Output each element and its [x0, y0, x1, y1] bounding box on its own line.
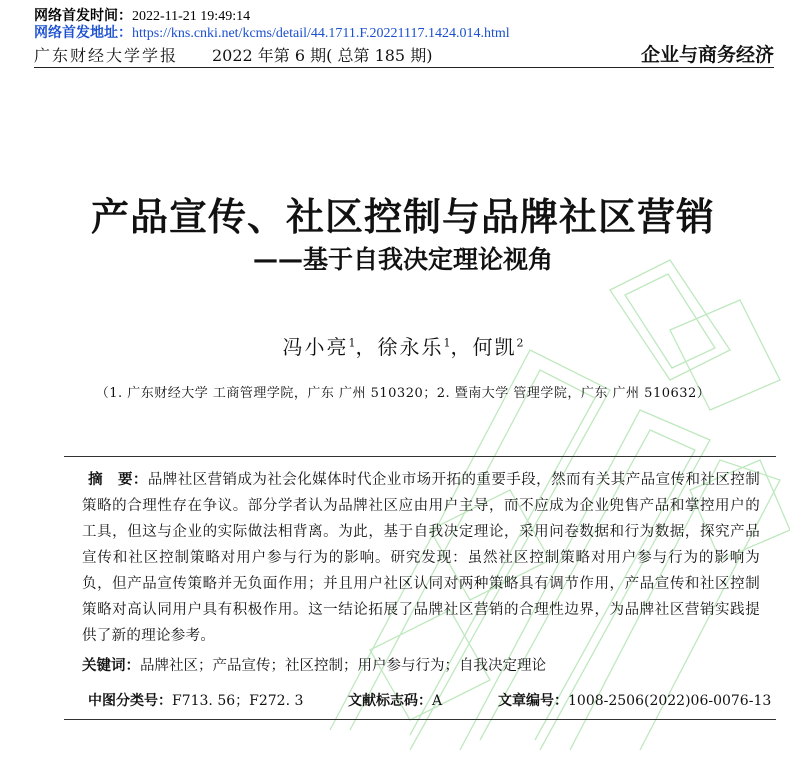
first-pub-url-link[interactable]: https://kns.cnki.net/kcms/detail/44.1711.F.20221117.1424.014.html	[132, 26, 510, 41]
affiliation-marker: 2	[516, 336, 524, 350]
article-no-label: 文章编号：	[498, 693, 568, 709]
paper-subtitle: ——基于自我决定理论视角	[252, 245, 553, 274]
author-name: 徐永乐	[377, 335, 444, 359]
abstract-text: 品牌社区营销成为社会化媒体时代企业市场开拓的重要手段，然而有关其产品宣传和社区控制策略的合理性存在争议。部分学者认为品牌社区应由用户主导，而不应成为企业兜售产品和掌控用户的工具，但这与企业的实际做法相背离。为此，基于自我决定理论，采用问卷数据和行为数据，探究产品宣传和社区控制策略对用户参与行为的影响。研究发现：虽然社区控制策略对用户参与行为的影响为负，但产品宣传策略并无负面作用；并且用户社区认同对两种策略具有调节作用，产品宣传和社区控制策略对高认同用户具有积极作用。这一结论拓展了品牌社区营销的合理性边界，为品牌社区营销实践提供了新的理论参考。	[82, 472, 761, 644]
first-pub-time-label: 网络首发时间：	[34, 8, 132, 24]
author-name: 何凯	[472, 335, 517, 359]
affiliation-marker: 1	[443, 336, 451, 350]
author-name: 冯小亮	[282, 335, 349, 359]
issue-info: 2022 年第 6 期( 总第 185 期)	[212, 46, 433, 65]
document-code	[348, 690, 442, 710]
classification-line	[82, 690, 772, 710]
keywords-label: 关键词：	[82, 658, 140, 674]
author-list	[0, 331, 806, 360]
abstract-label: 摘 要：	[88, 472, 148, 488]
abstract-section	[64, 456, 776, 720]
section-name: 企业与商务经济	[640, 44, 774, 66]
running-header	[34, 43, 774, 68]
doc-code-label: 文献标志码：	[348, 693, 432, 709]
author-affiliations: （1. 广东财经大学 工商管理学院，广东 广州 510320；2. 暨南大学 管理学院，广东 广州 510632）	[95, 386, 711, 401]
clc-number	[88, 690, 303, 710]
journal-name: 广东财经大学学报	[34, 46, 179, 65]
clc-value: F713. 56；F272. 3	[172, 693, 304, 709]
article-number	[498, 690, 771, 710]
clc-label: 中图分类号：	[88, 693, 172, 709]
first-pub-url-label: 网络首发地址：	[34, 25, 132, 41]
keywords	[82, 654, 546, 675]
first-publication-url	[34, 25, 510, 42]
paper-title: 产品宣传、社区控制与品牌社区营销	[90, 195, 715, 239]
doc-code-value: A	[432, 693, 443, 709]
first-publication-time	[34, 8, 250, 25]
keywords-text: 品牌社区；产品宣传；社区控制；用户参与行为；自我决定理论	[140, 658, 546, 674]
affiliation-marker: 1	[348, 336, 356, 350]
abstract	[82, 467, 760, 649]
first-pub-time-value: 2022-11-21 19:49:14	[132, 9, 251, 24]
author-separator: ，	[450, 335, 473, 359]
author-separator: ，	[355, 335, 378, 359]
article-no-value: 1008-2506(2022)06-0076-13	[568, 693, 772, 709]
